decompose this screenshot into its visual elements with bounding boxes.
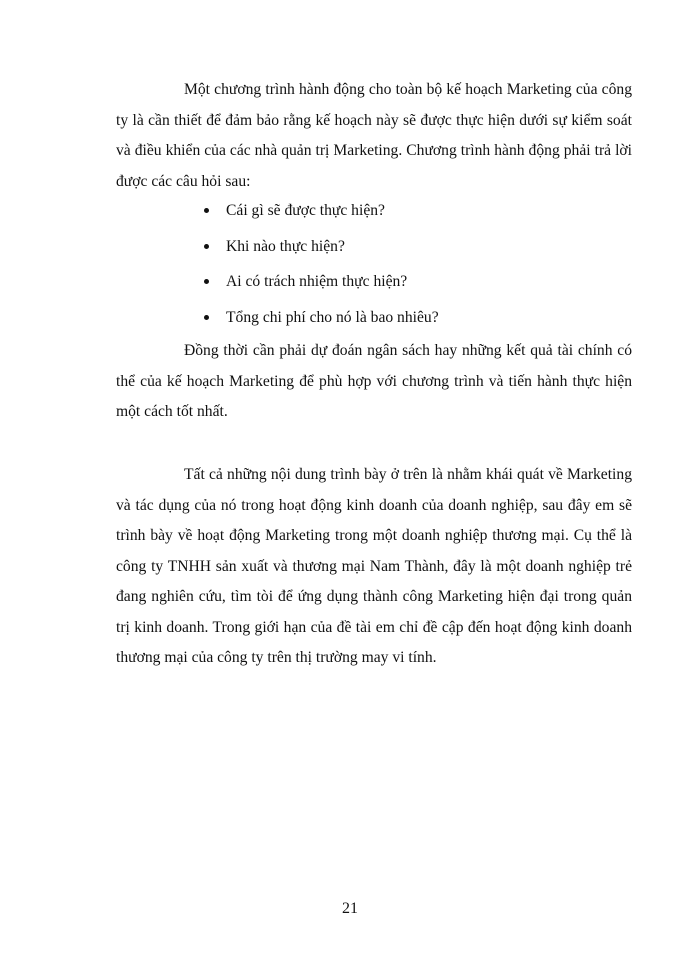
list-item-text: Cái gì sẽ được thực hiện? bbox=[226, 202, 385, 219]
question-list bbox=[200, 193, 620, 335]
bullet-icon bbox=[204, 208, 209, 213]
paragraph-text: Tất cả những nội dung trình bày ở trên là nhằm khái quát về Marketing và tác dụng của nó trong hoạt động kinh doanh của doanh nghiệp, sau đây em sẽ trình bày về hoạt động Marketing trong một doanh nghiệp thương mại. Cụ thể là công ty TNHH sản xuất và thương mại Nam Thành, đây là một doanh nghiệp trẻ đang nghiên cứu, tìm tòi để ứng dụng thành công Marketing hiện đại trong quản trị kinh doanh. Trong giới hạn của đề tài em chỉ đề cập đến hoạt động kinh doanh thương mại của công ty trên thị trường may vi tính. bbox=[116, 466, 632, 666]
list-item bbox=[200, 300, 620, 336]
paragraph-summary bbox=[116, 460, 632, 674]
bullet-icon bbox=[204, 315, 209, 320]
page-number: 21 bbox=[342, 900, 358, 917]
bullet-icon bbox=[204, 244, 209, 249]
paragraph-text: Đồng thời cần phải dự đoán ngân sách hay những kết quả tài chính có thể của kế hoạch Marketing để phù hợp với chương trình và tiến hành thực hiện một cách tốt nhất. bbox=[116, 342, 632, 420]
list-item bbox=[200, 193, 620, 229]
list-item-text: Tổng chi phí cho nó là bao nhiêu? bbox=[226, 308, 439, 326]
list-item bbox=[200, 264, 620, 300]
paragraph-budget bbox=[116, 336, 632, 428]
list-item-text: Ai có trách nhiệm thực hiện? bbox=[226, 273, 408, 290]
list-item-text: Khi nào thực hiện? bbox=[226, 237, 345, 255]
list-item bbox=[200, 229, 620, 265]
bullet-icon bbox=[204, 279, 209, 284]
paragraph-action-program bbox=[116, 75, 632, 197]
paragraph-text: Một chương trình hành động cho toàn bộ kế hoạch Marketing của công ty là cần thiết để đảm bảo rằng kế hoạch này sẽ được thực hiện dưới sự kiểm soát và điều khiển của các nhà quản trị Marketing. Chương trình hành động phải trả lời được các câu hỏi sau: bbox=[116, 81, 632, 190]
